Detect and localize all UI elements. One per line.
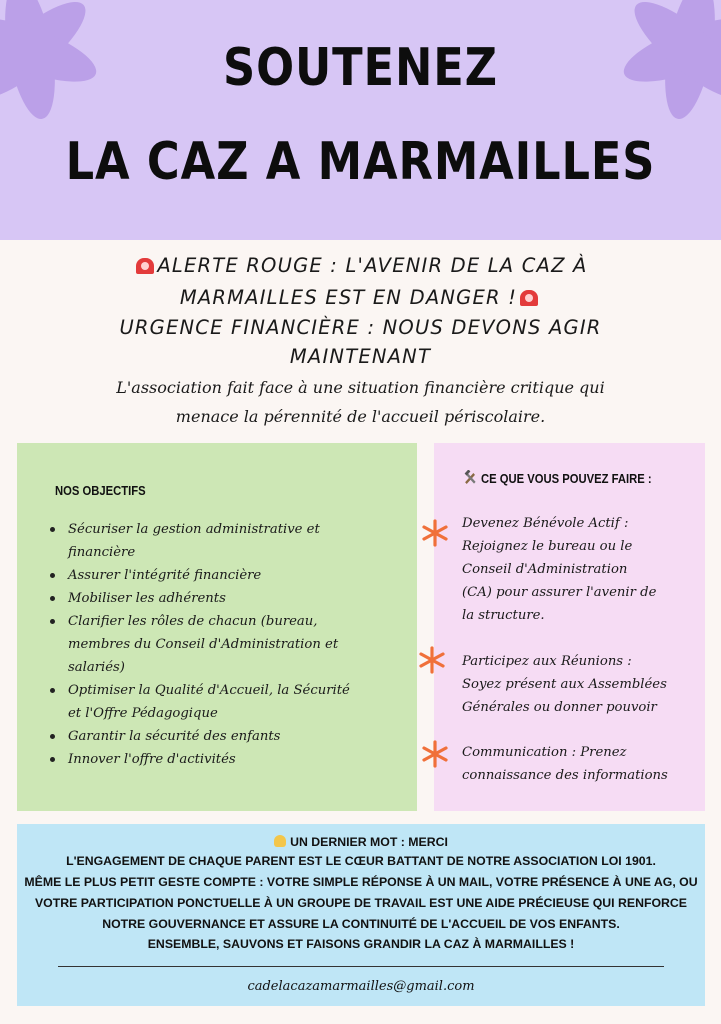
action-item-volunteer: Devenez Bénévole Actif : Rejoignez le bureau ou le Conseil d'Administration (CA) pour assurer l'avenir de la structure. bbox=[462, 516, 657, 623]
intro-line2: menace la pérennité de l'accueil périscolaire. bbox=[175, 407, 546, 426]
asterisk-star-icon bbox=[421, 740, 449, 768]
merci-line2: MÊME LE PLUS PETIT GESTE COMPTE : VOTRE SIMPLE RÉPONSE À UN MAIL, VOTRE PRÉSENCE À UNE AG, OU bbox=[24, 875, 698, 889]
list-item: Mobiliser les adhérents bbox=[50, 587, 380, 610]
list-item: Sécuriser la gestion administrative et financière bbox=[50, 518, 380, 564]
siren-icon bbox=[520, 290, 538, 306]
tools-icon bbox=[463, 470, 477, 486]
alert-text-1: ALERTE ROUGE : L'AVENIR DE LA CAZ À bbox=[157, 254, 588, 277]
intro-line1: L'association fait face à une situation financière critique qui bbox=[116, 378, 605, 397]
header-banner bbox=[0, 0, 721, 240]
divider bbox=[58, 966, 664, 967]
alert-line3: URGENCE FINANCIÈRE : NOUS DEVONS AGIR bbox=[119, 316, 602, 339]
action-item-meetings: Participez aux Réunions : Soyez présent aux Assemblées Générales ou donner pouvoir bbox=[462, 654, 667, 715]
email-link[interactable]: cadelacazamarmailles@gmail.com bbox=[247, 979, 475, 994]
objectives-title: NOS OBJECTIFS bbox=[55, 484, 146, 498]
asterisk-star-icon bbox=[421, 519, 449, 547]
list-item: Assurer l'intégrité financière bbox=[50, 564, 380, 587]
merci-line4: NOTRE GOUVERNANCE ET ASSURE LA CONTINUITÉ DE L'ACCUEIL DE VOS ENFANTS. bbox=[102, 917, 620, 931]
alert-text-2: MARMAILLES EST EN DANGER ! bbox=[179, 286, 518, 309]
praying-hands-icon bbox=[274, 835, 286, 847]
actions-title: CE QUE VOUS POUVEZ FAIRE : bbox=[463, 470, 652, 486]
merci-title: UN DERNIER MOT : MERCI bbox=[17, 833, 705, 852]
page-title-line2: LA CAZ A MARMAILLES bbox=[65, 132, 656, 192]
page-title-line1: SOUTENEZ bbox=[223, 38, 498, 98]
list-item: Garantir la sécurité des enfants bbox=[50, 725, 380, 748]
list-item: Clarifier les rôles de chacun (bureau, membres du Conseil d'Administration et salariés) bbox=[50, 610, 380, 679]
list-item: Innover l'offre d'activités bbox=[50, 748, 380, 771]
alert-line2 bbox=[40, 282, 681, 314]
alert-line4: MAINTENANT bbox=[289, 345, 432, 368]
merci-line5: ENSEMBLE, SAUVONS ET FAISONS GRANDIR LA CAZ À MARMAILLES ! bbox=[147, 937, 575, 951]
asterisk-star-icon bbox=[418, 646, 446, 674]
alert-line1 bbox=[40, 250, 681, 282]
merci-line1: L'ENGAGEMENT DE CHAQUE PARENT EST LE CŒUR BATTANT DE NOTRE ASSOCIATION LOI 1901. bbox=[66, 854, 656, 868]
objectives-list bbox=[50, 518, 380, 771]
action-item-communication: Communication : Prenez connaissance des informations bbox=[462, 745, 668, 783]
merci-line3: VOTRE PARTICIPATION PONCTUELLE À UN GROUPE DE TRAVAIL EST UNE AIDE PRÉCIEUSE QUI RENFORCE bbox=[34, 896, 687, 910]
list-item: Optimiser la Qualité d'Accueil, la Sécurité et l'Offre Pédagogique bbox=[50, 679, 380, 725]
siren-icon bbox=[136, 258, 154, 274]
